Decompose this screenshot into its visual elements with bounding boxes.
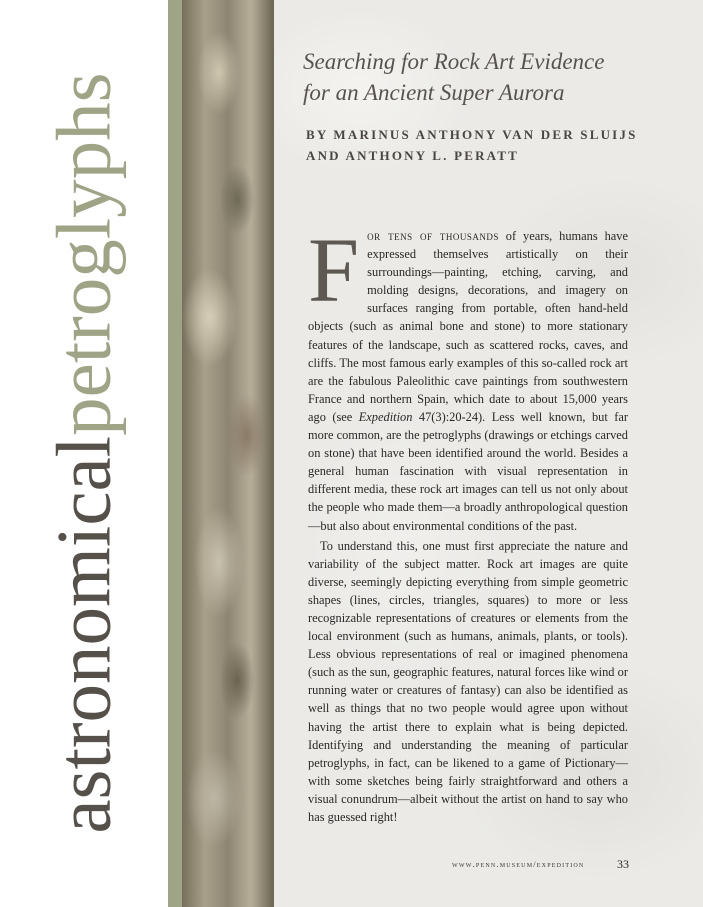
- footer-url: www.penn.museum/expedition: [452, 859, 585, 869]
- sage-divider-strip: [168, 0, 182, 907]
- rock-texture-strip: [182, 0, 274, 907]
- subtitle: [303, 46, 683, 108]
- article-paragraph-1: [308, 219, 628, 535]
- drop-cap: F: [308, 219, 360, 321]
- paragraph-1-text-a: of years, humans have expressed themselves artistically on their surroundings—painting, etching, carving, and molding designs, decorations, and imagery on surfaces ranging from portable, often hand-held objects (such as animal bone and stone) to more stationary features of the landscape, such as scattered rocks, caves, and cliffs. The most famous early examples of this so-called rock art are the fabulous Paleolithic cave paintings from southwestern France and northern Spain, which date to about 15,000 years ago (see: [308, 229, 628, 424]
- article-paragraph-2: To understand this, one must first appreciate the nature and variability of the subject matter. Rock art images are quite diverse, seemingly depicting everything from simple geometric shapes (lines, circles, triangles, squares) to more or less recognizable representations of creatures or elements from the local environment (such as humans, animals, plants, or tools). Less obvious representations of real or imagined phenomena (such as the sun, geographic features, natural forces like wind or running water or creatures of fantasy) can also be identified as well as things that no two people would agree upon without having the artist there to explain what is being depicted. Identifying and understanding the meaning of particular petroglyphs, in fact, can be likened to a game of Pictionary—with some sketches being fairly straightforward and others a visual conundrum—albeit without the artist on hand to say who has guessed right!: [308, 538, 628, 824]
- subtitle-line1: Searching for Rock Art Evidence: [303, 49, 605, 74]
- lead-in-smallcaps: or tens of thousands: [367, 229, 499, 243]
- vertical-title-part1: astronomical: [40, 435, 127, 834]
- subtitle-line2: for an Ancient Super Aurora: [303, 80, 565, 105]
- byline: [306, 124, 686, 166]
- byline-line2: AND ANTHONY L. PERATT: [306, 148, 520, 163]
- article-body: [308, 219, 628, 826]
- journal-title: Expedition: [358, 409, 413, 424]
- byline-line1: BY MARINUS ANTHONY VAN DER SLUIJS: [306, 127, 638, 142]
- vertical-title: [40, 72, 127, 834]
- vertical-title-part2: petroglyphs: [40, 72, 127, 436]
- paragraph-1-text-b: 47(3):20-24). Less well known, but far more common, are the petroglyphs (drawings or etchings carved on stone) that have been identified around the world. Besides a general human fascination with visual representation in different media, these rock art images can tell us not only about the people who made them—a broadly anthropological question—but also about environmental conditions of the past.: [308, 409, 628, 533]
- page-number: 33: [617, 857, 629, 871]
